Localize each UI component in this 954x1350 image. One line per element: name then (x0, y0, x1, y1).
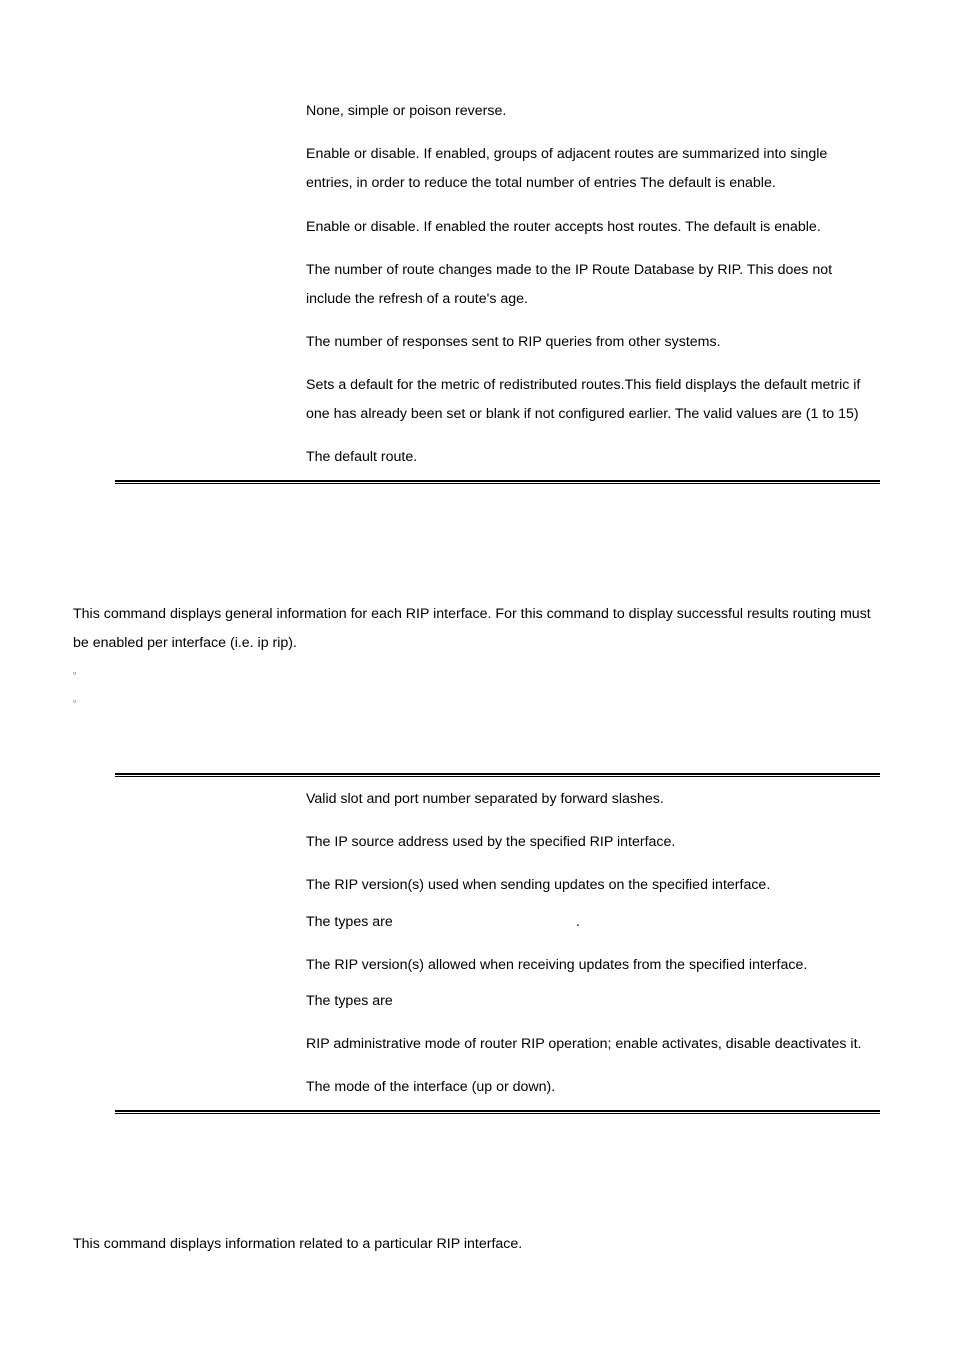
table-row: entries, in order to reduce the total number of entries The default is enable. (306, 175, 776, 191)
section-paragraph: This command displays general information for each RIP interface. For this command to display successful results routing must (73, 606, 871, 622)
table-row: The RIP version(s) used when sending updates on the specified interface. (306, 877, 771, 893)
bullet-icon: ▫ (73, 668, 77, 678)
table-row: The number of route changes made to the IP Route Database by RIP. This does not (306, 262, 833, 278)
table-row: The default route. (306, 449, 418, 465)
table-row: include the refresh of a route's age. (306, 291, 528, 307)
table-row: The mode of the interface (up or down). (306, 1079, 556, 1095)
table-row: The types are (306, 914, 393, 930)
table-row: Enable or disable. If enabled, groups of adjacent routes are summarized into single (306, 146, 828, 162)
table-top-rule (115, 773, 880, 777)
table-row: The RIP version(s) allowed when receiving updates from the specified interface. (306, 957, 808, 973)
bullet-icon: ▫ (73, 696, 77, 706)
table-bottom-rule (115, 480, 880, 484)
table-row: RIP administrative mode of router RIP operation; enable activates, disable deactivates it. (306, 1036, 862, 1052)
table-row: The types are (306, 993, 393, 1009)
table-row: The IP source address used by the specified RIP interface. (306, 834, 676, 850)
table-row: None, simple or poison reverse. (306, 103, 507, 119)
table-row: The number of responses sent to RIP queries from other systems. (306, 334, 721, 350)
table-row: one has already been set or blank if not configured earlier. The valid values are (1 to 15) (306, 406, 859, 422)
table-row: Sets a default for the metric of redistributed routes.This field displays the default metric if (306, 377, 861, 393)
table-row: Valid slot and port number separated by forward slashes. (306, 791, 664, 807)
table-bottom-rule (115, 1110, 880, 1114)
table-row-period: . (576, 914, 580, 930)
section-paragraph: be enabled per interface (i.e. ip rip). (73, 635, 297, 651)
table-row: Enable or disable. If enabled the router accepts host routes. The default is enable. (306, 219, 821, 235)
section-paragraph: This command displays information related to a particular RIP interface. (73, 1236, 523, 1252)
